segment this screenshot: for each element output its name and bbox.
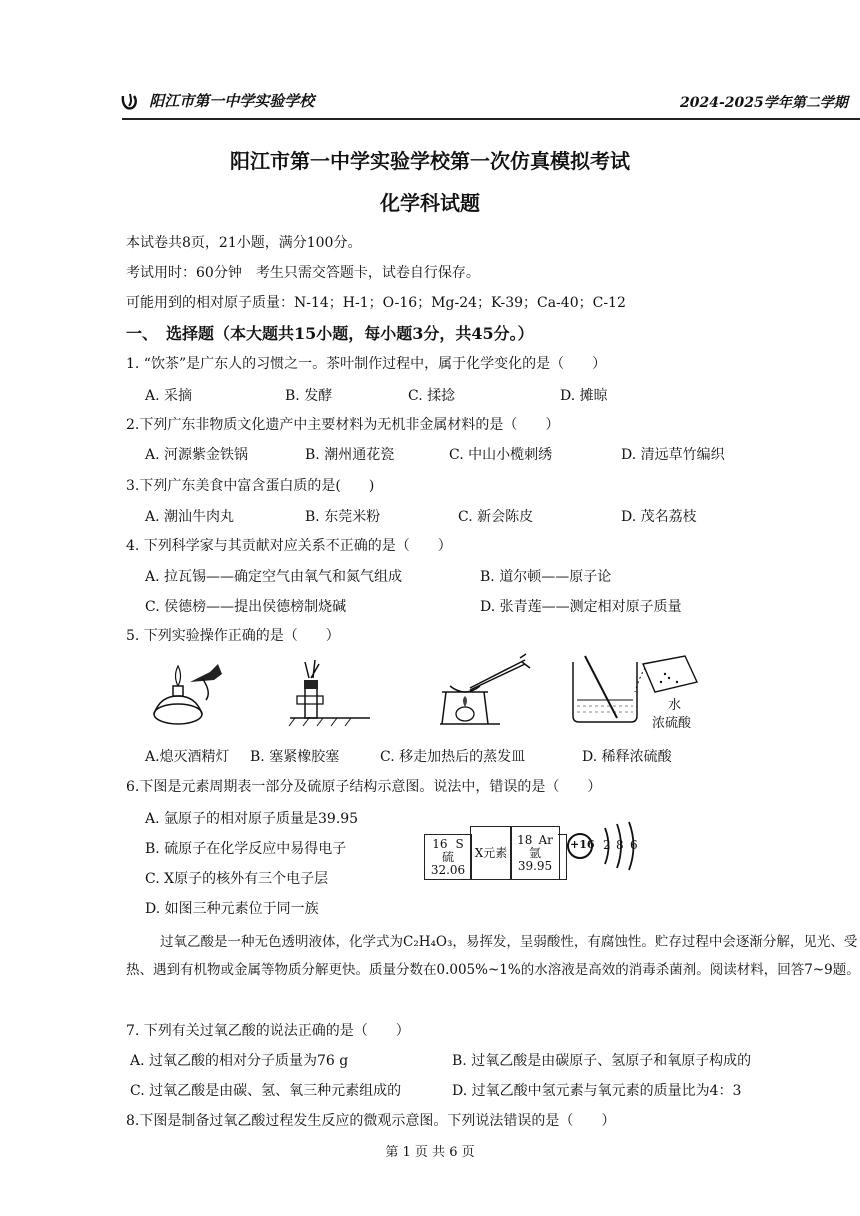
q6-option-a: A. 氩原子的相对原子质量是39.95 [145,811,359,827]
q1-option-d: D. 摊晾 [560,388,608,404]
q7-option-b: B. 过氧乙酸是由碳原子、氢原子和氧原子构成的 [452,1053,752,1069]
evaporating-dish-illustration [430,652,540,732]
question-6-stem: 6.下图是元素周期表一部分及硫原子结构示意图。说法中，错误的是（ ） [126,779,602,795]
header-divider [122,118,860,120]
q3-option-d: D. 茂名荔枝 [621,509,697,525]
question-4-stem: 4. 下列科学家与其贡献对应关系不正确的是（ ） [126,538,452,554]
q4-option-b: B. 道尔顿——原子论 [480,569,612,585]
q2-option-b: B. 潮州通花瓷 [305,447,395,463]
q4-option-d: D. 张青莲——测定相对原子质量 [480,599,682,615]
q5-option-d: D. 稀释浓硫酸 [582,749,672,765]
exam-subtitle: 化学科试题 [380,191,480,215]
atom-nucleus-label: +16 [570,838,595,851]
q6-option-b: B. 硫原子在化学反应中易得电子 [145,841,347,857]
question-5-stem: 5. 下列实验操作正确的是（ ） [126,628,340,644]
info-line-1: 本试卷共8页，21小题，满分100分。 [126,235,362,251]
question-3-stem: 3.下列广东美食中富含蛋白质的是( ) [126,478,375,494]
atom-shell-2: 8 [616,838,624,852]
question-1-stem: 1. “饮茶”是广东人的习惯之一。茶叶制作过程中，属于化学变化的是（ ） [126,356,607,372]
q3-option-a: A. 潮汕牛肉丸 [145,509,235,525]
element-cell-sulfur: 16 S 硫 32.06 [424,834,472,880]
q4-option-a: A. 拉瓦锡——确定空气由氧气和氮气组成 [145,569,403,585]
q7-option-c: C. 过氧乙酸是由碳、氢、氧三种元素组成的 [130,1083,402,1099]
question-8-stem: 8.下图是制备过氧乙酸过程发生反应的微观示意图。下列说法错误的是（ ） [126,1113,616,1129]
q6-option-c: C. X原子的核外有三个电子层 [145,871,329,887]
q6-option-d: D. 如图三种元素位于同一族 [145,901,319,917]
info-line-2: 考试用时：60分钟 考生只需交答题卡，试卷自行保存。 [126,265,480,281]
q2-option-d: D. 清远草竹编织 [621,447,725,463]
stopper-illustration [275,652,375,732]
label-concentrated-acid: 浓硫酸 [652,716,692,731]
info-line-3: 可能用到的相对原子质量：N-14；H-1；O-16；Mg-24；K-39；Ca-40；C-12 [126,295,626,311]
q2-option-a: A. 河源紫金铁锅 [145,447,249,463]
question-7-stem: 7. 下列有关过氧乙酸的说法正确的是（ ） [126,1023,410,1039]
term-label: 2024-2025学年第二学期 [680,95,848,111]
atom-shell-3: 6 [630,838,638,852]
label-water: 水 [668,698,682,713]
q4-option-c: C. 侯德榜——提出侯德榜制烧碱 [145,599,347,615]
q5-option-c: C. 移走加热后的蒸发皿 [380,749,526,765]
reading-passage: 过氧乙酸是一种无色透明液体，化学式为C₂H₄O₃，易挥发，呈弱酸性，有腐蚀性。贮存过程中会逐渐分解，见光、受热、遇到有机物或金属等物质分解更快。质量分数在0.005%~1%的水溶液是高效的消毒杀菌剂。阅读材料，回答7~9题。 [126,934,860,978]
q1-option-c: C. 揉捻 [408,388,456,404]
q5-option-b: B. 塞紧橡胶塞 [250,749,340,765]
question-2-stem: 2.下列广东非物质文化遗产中主要材料为无机非金属材料的是（ ） [126,417,560,433]
alcohol-lamp-illustration [140,652,240,732]
q1-option-a: A. 采摘 [145,388,193,404]
school-logo-icon [120,92,140,112]
school-name: 阳江市第一中学实验学校 [149,92,315,110]
q1-option-b: B. 发酵 [285,388,333,404]
q3-option-c: C. 新会陈皮 [458,509,534,525]
element-cell-x: X元素 [470,826,512,880]
q5-option-a: A.熄灭酒精灯 [145,749,230,765]
q3-option-b: B. 东莞米粉 [305,509,381,525]
atom-shell-1: 2 [603,838,611,852]
section-heading: 一、 选择题（本大题共15小题，每小题3分，共45分。） [126,324,534,343]
element-cell-argon: 18 Ar 氩 39.95 [510,826,560,880]
page-number: 第 1 页 共 6 页 [385,1145,475,1160]
exam-title: 阳江市第一中学实验学校第一次仿真模拟考试 [230,149,630,173]
q7-option-d: D. 过氧乙酸中氢元素与氧元素的质量比为4：3 [452,1083,742,1099]
q7-option-a: A. 过氧乙酸的相对分子质量为76 g [130,1053,349,1069]
q2-option-c: C. 中山小榄刺绣 [449,447,553,463]
school-header [120,90,314,112]
